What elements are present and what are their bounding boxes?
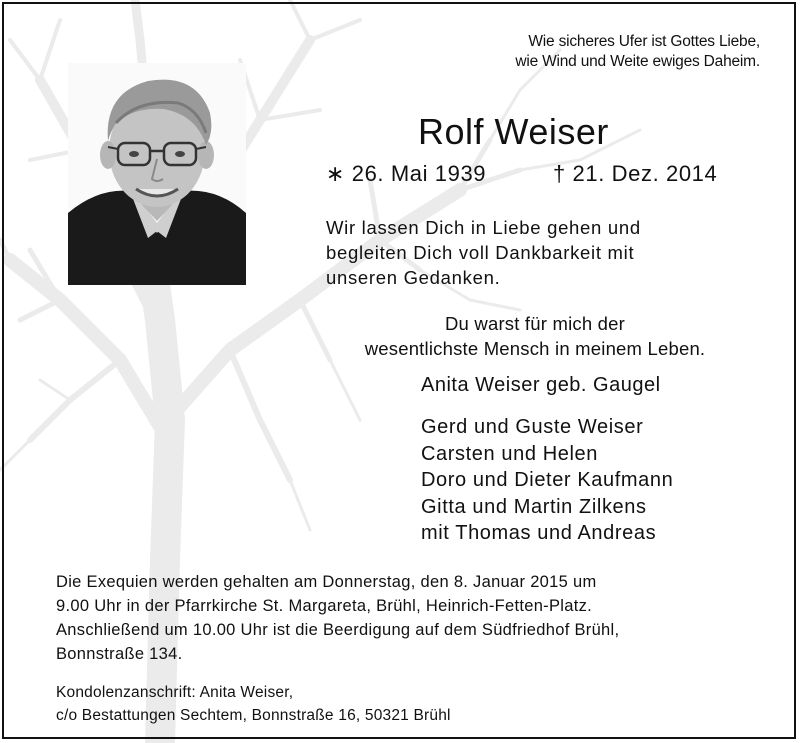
funeral-details <box>56 570 776 666</box>
quote-line-2: wesentlichste Mensch in meinem Leben. <box>364 338 706 359</box>
family-member: Carsten und Helen <box>421 442 598 465</box>
death-date: † 21. Dez. 2014 <box>553 161 718 186</box>
condolence-line-1: Kondolenzanschrift: Anita Weiser, <box>56 684 294 701</box>
quote-line-1: Du warst für mich der <box>445 313 625 334</box>
condolence-line-2: c/o Bestattungen Sechtem, Bonnstraße 16, 50321 Brühl <box>56 707 451 724</box>
funeral-line: Anschließend um 10.00 Uhr ist die Beerdigung auf dem Südfriedhof Brühl, <box>56 621 620 639</box>
family-member: Gerd und Guste Weiser <box>421 416 644 438</box>
funeral-line: 9.00 Uhr in der Pfarrkirche St. Margareta, Brühl, Heinrich-Fetten-Platz. <box>56 597 593 615</box>
family-member: Gitta und Martin Zilkens <box>421 495 647 518</box>
farewell-line-2: begleiten Dich voll Dankbarkeit mit <box>326 242 635 263</box>
family-list <box>421 414 673 547</box>
widow-name: Anita Weiser geb. Gaugel <box>421 374 661 396</box>
farewell-text <box>326 215 756 290</box>
farewell-line-3: unseren Gedanken. <box>326 267 501 288</box>
family-member: mit Thomas und Andreas <box>421 522 657 544</box>
family-member: Doro und Dieter Kaufmann <box>421 469 674 491</box>
motto-line-2: wie Wind und Weite ewiges Daheim. <box>515 53 760 70</box>
motto <box>430 32 760 72</box>
funeral-line: Bonnstraße 134. <box>56 645 183 663</box>
motto-line-1: Wie sicheres Ufer ist Gottes Liebe, <box>528 33 760 50</box>
farewell-line-1: Wir lassen Dich in Liebe gehen und <box>326 217 641 238</box>
deceased-name: Rolf Weiser <box>418 111 609 152</box>
funeral-line: Die Exequien werden gehalten am Donnerstag, den 8. Januar 2015 um <box>56 573 597 591</box>
birth-date: ∗ 26. Mai 1939 <box>326 161 487 186</box>
condolence-address <box>56 681 451 727</box>
portrait-photo <box>68 63 246 285</box>
quote <box>300 311 770 361</box>
